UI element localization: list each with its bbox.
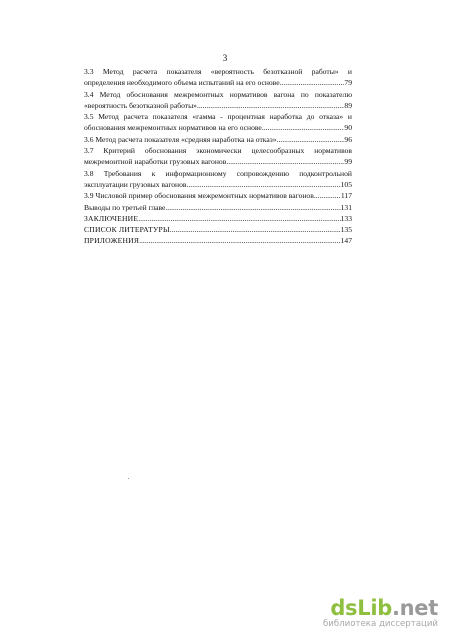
toc-leader-dots [277,134,345,145]
toc-entry-last-line [84,179,352,190]
dslib-logo [318,597,438,619]
toc-entry-title: межремонтной наработки грузовых вагонов [84,157,227,167]
toc-page-number: 135 [340,225,352,235]
toc-entry-last-line [84,122,352,133]
toc-entry-line: 3.5 Метод расчета показателя «гамма - процентная наработка до отказа» и [84,112,352,122]
toc-entry-line: 3.4 Метод обоснования межремонтных нормативов вагона по показателю [84,89,352,99]
toc-entry-title: 3.6 Метод расчета показателя «средняя наработка на отказ» [84,134,277,144]
toc-leader-dots [165,202,340,213]
toc-entry-title: «вероятность безотказной работы» [84,100,197,110]
toc-entry-title: ЗАКЛЮЧЕНИЕ [84,213,139,223]
toc-page-number: 90 [344,123,352,133]
scan-speck [128,478,129,479]
toc-page-number: 96 [344,134,352,144]
toc-leader-dots [197,100,344,111]
toc-entry-title: СПИСОК ЛИТЕРАТУРЫ [84,225,170,235]
toc-page-number: 147 [340,236,352,246]
toc-entry-title: обоснования межремонтных нормативов на его основе [84,123,262,133]
page-number: 3 [222,53,228,63]
toc-entry-3-6 [84,134,352,145]
toc-entry-line: 3.8 Требования к информационному сопровождению подконтрольной [84,168,352,178]
toc-entry-3-5 [84,111,352,134]
toc-entry-last-line [84,213,352,224]
toc-entry-line: 3.3 Метод расчета показателя «вероятность безотказной работы» и [84,67,352,76]
toc-entry-last-line [84,224,352,235]
toc-entry-3-4 [84,89,352,112]
toc-page-number: 133 [340,213,352,223]
logo-part-net: .net [391,596,438,620]
toc-entry-last-line [84,202,352,213]
toc-page-number: 131 [340,202,352,212]
toc-entry-last-line [84,134,352,145]
toc-entry-last-line [84,100,352,111]
toc-entry-conclusions-ch3 [84,202,352,213]
watermark-subtitle: библиотека диссертаций [322,619,438,629]
toc-leader-dots [314,190,341,201]
toc-entry-title: 3.9 Числовой пример обоснования межремонтных нормативов вагонов [84,191,314,201]
toc-entry-title: эксплуатации грузовых вагонов [84,179,187,189]
toc-page-number: 105 [340,179,352,189]
toc-leader-dots [170,224,341,235]
toc-entry-conclusion [84,213,352,224]
toc-entry-title: ПРИЛОЖЕНИЯ [84,236,140,246]
toc-page-number: 79 [344,78,352,88]
toc-entry-last-line [84,77,352,88]
toc-entry-last-line [84,156,352,167]
toc-leader-dots [138,213,340,224]
toc-entry-3-9 [84,190,352,201]
toc-leader-dots [226,156,344,167]
toc-entry-last-line [84,190,352,201]
toc-page-number: 89 [344,100,352,110]
toc-page-number: 99 [344,157,352,167]
toc-entry-title: определения необходимого объема испытаний на его основе [84,78,280,88]
toc-entry-3-7 [84,145,352,168]
dslib-watermark[interactable] [318,597,438,629]
logo-part-dslib: dsLib [330,596,392,620]
toc-entry-line: 3.7 Критерий обоснования экономически целесообразных нормативов [84,146,352,156]
toc-entry-last-line [84,235,352,246]
toc-leader-dots [139,235,340,246]
toc-leader-dots [280,77,345,88]
toc-leader-dots [262,122,345,133]
toc-entry-appendices [84,235,352,246]
table-of-contents [84,66,352,247]
toc-page-number: 117 [340,191,352,201]
toc-entry-references [84,224,352,235]
toc-entry-3-8 [84,168,352,191]
toc-entry-3-3 [84,66,352,89]
toc-entry-title: Выводы по третьей главе [84,202,166,212]
toc-leader-dots [187,179,341,190]
